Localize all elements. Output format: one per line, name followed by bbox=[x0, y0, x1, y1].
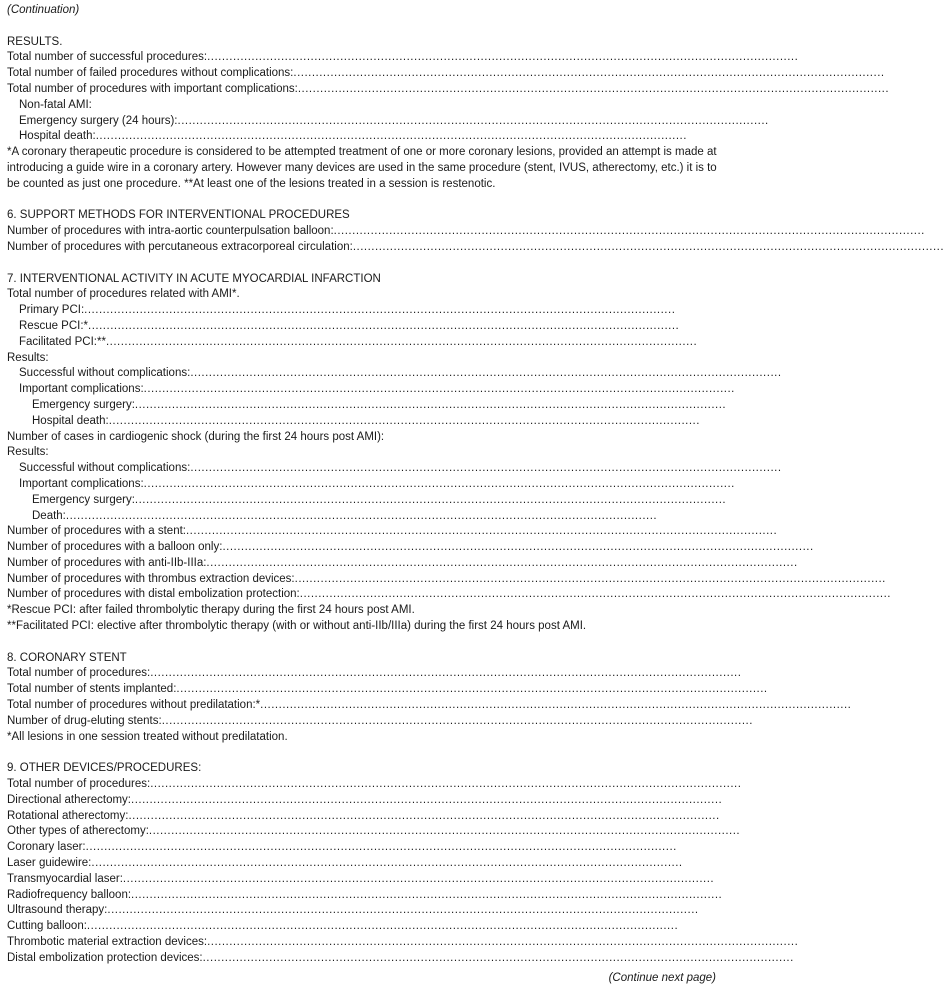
form-row: Emergency surgery: ................................................................................................................................................................ bbox=[7, 493, 392, 509]
leader-dots: ................................................................................................................................................................ bbox=[207, 51, 799, 64]
leader-dots: ................................................................................................................................................................ bbox=[202, 951, 794, 964]
form-row: Ultrasound therapy: ................................................................................................................................................................ bbox=[7, 903, 367, 919]
leader-dots: ................................................................................................................................................................ bbox=[84, 304, 676, 317]
form-row: Number of procedures with percutaneous extracorporeal circulation: ................................................................................................................................................................ bbox=[7, 240, 431, 256]
form-row: Number of procedures with intra-aortic counterpulsation balloon: ................................................................................................................................................................ bbox=[7, 224, 431, 240]
form-row: Hospital death: ................................................................................................................................................................ bbox=[7, 414, 392, 430]
form-row: Important complications: ................................................................................................................................................................ bbox=[7, 477, 379, 493]
section-8-footnote: *All lesions in one session treated without predilatation. bbox=[7, 730, 288, 743]
leader-dots: ................................................................................................................................................................ bbox=[134, 493, 727, 506]
form-row: Laser guidewire: ................................................................................................................................................................ bbox=[7, 856, 367, 872]
leader-dots: ................................................................................................................................................................ bbox=[207, 936, 799, 949]
results-footnote: *A coronary therapeutic procedure is considered to be attempted treatment of one or more coronary lesions, provided an attempt is made at introducing a guide wire in a coronary artery. However many devices are used in the same procedure (stent, IVUS, atherectomy, etc.) it is to be counted as just one procedure. **At least one of the lesions treated in a session is restenotic. bbox=[7, 146, 717, 190]
form-row: Radiofrequency balloon: ................................................................................................................................................................ bbox=[7, 888, 367, 904]
form-row: Cutting balloon: ................................................................................................................................................................ bbox=[7, 919, 367, 935]
form-row: Primary PCI: ................................................................................................................................................................ bbox=[7, 303, 379, 319]
form-row: Emergency surgery (24 hours): ................................................................................................................................................................ bbox=[7, 114, 379, 130]
leader-dots: ................................................................................................................................................................ bbox=[294, 572, 886, 585]
leader-dots: ................................................................................................................................................................ bbox=[65, 509, 658, 522]
leader-dots: ................................................................................................................................................................ bbox=[206, 556, 798, 569]
form-row: Directional atherectomy: ................................................................................................................................................................ bbox=[7, 793, 367, 809]
leader-dots: ................................................................................................................................................................ bbox=[86, 920, 679, 933]
form-row: Successful without complications: ................................................................................................................................................................ bbox=[7, 366, 379, 382]
form-row: Number of drug-eluting stents: ................................................................................................................................................................ bbox=[7, 714, 367, 730]
leader-dots: ................................................................................................................................................................ bbox=[143, 383, 735, 396]
form-row: Non-fatal AMI: bbox=[19, 98, 92, 111]
form-page bbox=[7, 3, 944, 967]
continue-next-label: (Continue next page) bbox=[608, 972, 716, 984]
form-row: Thrombotic material extraction devices: ................................................................................................................................................................ bbox=[7, 935, 367, 951]
leader-dots: ................................................................................................................................................................ bbox=[161, 714, 753, 727]
leader-dots: ................................................................................................................................................................ bbox=[122, 872, 715, 885]
leader-dots: ................................................................................................................................................................ bbox=[190, 367, 782, 380]
section-8-heading: 8. CORONARY STENT bbox=[7, 651, 127, 664]
form-row: Important complications: ................................................................................................................................................................ bbox=[7, 382, 379, 398]
leader-dots: ................................................................................................................................................................ bbox=[95, 130, 687, 143]
form-row: Total number of procedures: ................................................................................................................................................................ bbox=[7, 666, 367, 682]
section-9-heading: 9. OTHER DEVICES/PROCEDURES: bbox=[7, 762, 202, 775]
form-row: Total number of procedures: ................................................................................................................................................................ bbox=[7, 777, 367, 793]
section-7-footnote-2: **Facilitated PCI: elective after thrombolytic therapy (with or without anti-IIb/IIIa) during the first 24 hours post AMI. bbox=[7, 620, 587, 633]
form-row: Facilitated PCI:** ................................................................................................................................................................ bbox=[7, 335, 379, 351]
leader-dots: ................................................................................................................................................................ bbox=[185, 525, 778, 538]
leader-dots: ................................................................................................................................................................ bbox=[190, 462, 782, 475]
leader-dots: ................................................................................................................................................................ bbox=[260, 699, 852, 712]
leader-dots: ................................................................................................................................................................ bbox=[222, 541, 814, 554]
form-row: Results: bbox=[7, 446, 49, 459]
form-row: Total number of procedures related with AMI*. bbox=[7, 288, 240, 301]
form-row: Number of cases in cardiogenic shock (during the first 24 hours post AMI): bbox=[7, 430, 385, 443]
form-row: Total number of failed procedures without complications: ................................................................................................................................................................ bbox=[7, 66, 367, 82]
form-row: Distal embolization protection devices: ................................................................................................................................................................ bbox=[7, 951, 367, 967]
form-row: Rotational atherectomy: ................................................................................................................................................................ bbox=[7, 809, 367, 825]
leader-dots: ................................................................................................................................................................ bbox=[131, 793, 723, 806]
form-row: Total number of procedures without predilatation:* ................................................................................................................................................................ bbox=[7, 698, 367, 714]
continuation-label: (Continuation) bbox=[7, 4, 80, 16]
leader-dots: ................................................................................................................................................................ bbox=[88, 319, 680, 332]
leader-dots: ................................................................................................................................................................ bbox=[352, 240, 944, 253]
form-row: Transmyocardial laser: ................................................................................................................................................................ bbox=[7, 872, 367, 888]
section-7-heading: 7. INTERVENTIONAL ACTIVITY IN ACUTE MYOCARDIAL INFARCTION bbox=[7, 272, 381, 285]
form-row: Successful without complications: ................................................................................................................................................................ bbox=[7, 461, 379, 477]
leader-dots: ................................................................................................................................................................ bbox=[150, 778, 742, 791]
section-7-footnote-1: *Rescue PCI: after failed thrombolytic therapy during the first 24 hours post AMI. bbox=[7, 604, 415, 617]
form-row: Number of procedures with a stent: ................................................................................................................................................................ bbox=[7, 524, 367, 540]
form-row: Rescue PCI:* ................................................................................................................................................................ bbox=[7, 319, 379, 335]
leader-dots: ................................................................................................................................................................ bbox=[176, 683, 768, 696]
leader-dots: ................................................................................................................................................................ bbox=[107, 904, 699, 917]
leader-dots: ................................................................................................................................................................ bbox=[134, 398, 727, 411]
leader-dots: ................................................................................................................................................................ bbox=[333, 225, 925, 238]
leader-dots: ................................................................................................................................................................ bbox=[85, 841, 677, 854]
leader-dots: ................................................................................................................................................................ bbox=[297, 82, 890, 95]
leader-dots: ................................................................................................................................................................ bbox=[105, 335, 698, 348]
leader-dots: ................................................................................................................................................................ bbox=[143, 477, 735, 490]
form-row: Number of procedures with a balloon only: ................................................................................................................................................................ bbox=[7, 540, 367, 556]
leader-dots: ................................................................................................................................................................ bbox=[177, 114, 769, 127]
leader-dots: ................................................................................................................................................................ bbox=[293, 67, 885, 80]
form-row: Total number of successful procedures: ................................................................................................................................................................ bbox=[7, 50, 367, 66]
section-6-heading: 6. SUPPORT METHODS FOR INTERVENTIONAL PROCEDURES bbox=[7, 209, 350, 222]
form-row: Number of procedures with anti-IIb-IIIa: ................................................................................................................................................................ bbox=[7, 556, 367, 572]
leader-dots: ................................................................................................................................................................ bbox=[150, 667, 742, 680]
leader-dots: ................................................................................................................................................................ bbox=[128, 809, 720, 822]
form-row: Other types of atherectomy: ................................................................................................................................................................ bbox=[7, 824, 367, 840]
form-row: Total number of procedures with important complications: ................................................................................................................................................................ bbox=[7, 82, 367, 98]
leader-dots: ................................................................................................................................................................ bbox=[299, 588, 891, 601]
leader-dots: ................................................................................................................................................................ bbox=[108, 414, 700, 427]
form-row: Emergency surgery: ................................................................................................................................................................ bbox=[7, 398, 392, 414]
form-row: Coronary laser: ................................................................................................................................................................ bbox=[7, 840, 367, 856]
leader-dots: ................................................................................................................................................................ bbox=[131, 888, 723, 901]
results-heading: RESULTS. bbox=[7, 35, 63, 48]
form-row: Results: bbox=[7, 351, 49, 364]
leader-dots: ................................................................................................................................................................ bbox=[148, 825, 741, 838]
form-row: Number of procedures with thrombus extraction devices: ................................................................................................................................................................ bbox=[7, 572, 367, 588]
form-row: Death: ................................................................................................................................................................ bbox=[7, 509, 392, 525]
form-row: Hospital death: ................................................................................................................................................................ bbox=[7, 129, 379, 145]
form-row: Total number of stents implanted: ................................................................................................................................................................ bbox=[7, 682, 367, 698]
form-row: Number of procedures with distal embolization protection: ................................................................................................................................................................ bbox=[7, 587, 367, 603]
leader-dots: ................................................................................................................................................................ bbox=[91, 857, 683, 870]
